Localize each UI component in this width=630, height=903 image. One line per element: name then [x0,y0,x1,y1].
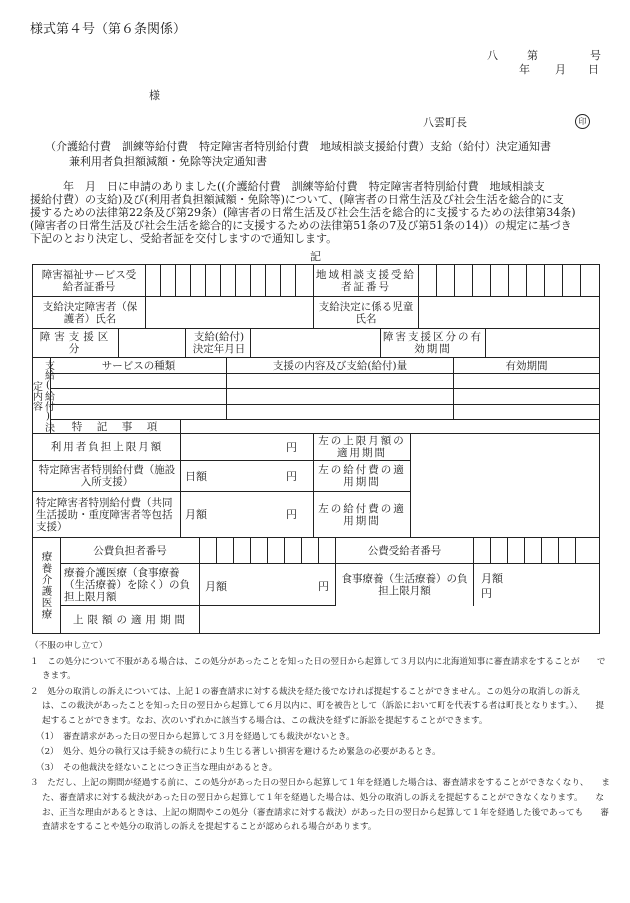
cell-meal-limit-label: 食事療養（生活療養）の負担上限月額 [341,572,468,597]
side-content-cell [30,358,54,433]
note-item-2-3: （3） その他裁決を経ないことにつき正当な理由があるとき。 [36,762,278,773]
cell-medical-limit-label: 療養介護医療（食事療養（生活療養）を除く）の負担上限月額 [64,566,190,603]
date-day: 日 [588,63,599,76]
cell-benefit-period-label-2: 左の給付費の適用期間 [318,502,406,527]
note-item-2-2: （2） 処分、処分の執行又は手続きの続行により生じる著しい損害を避けるため緊急の必要があるとき。 [36,747,441,758]
cell-public-recipient-no-label: 公費受給者番号 [367,544,442,557]
special-notes-label: 特 記 事 項 [71,420,160,433]
objection-notes [30,639,610,835]
cell-monthly-limit-label: 利用者負担上限月額 [50,441,164,453]
date-month: 月 [555,63,566,76]
notes-heading: （不服の申し立て） [30,641,108,651]
body-line-3: 援するための法律第22条及び第29条）(障害者の日常生活及び社会生活を総合的に支援するための法律第34条) [30,206,576,219]
meal-yen: 円 [481,587,492,600]
cell-special-benefit-facility-label: 特定障害者特別給付費（施設入所支援） [38,464,176,488]
cell-benefit-period-label-1: 左の給付費の適用期間 [318,464,406,488]
medical-yen: 円 [318,580,329,593]
form-id: 様式第４号（第６条関係） [30,22,187,37]
limit-yen: 円 [286,441,297,454]
body-line-5: 下記のとおり決定し、受給者証を交付しますので通知します。 [30,232,338,245]
doc-no-go: 号 [590,49,601,62]
note-item-2: ２ 処分の取消しの訴えについては、上記１の審査請求に対する裁決を経た後でなければ提起することができません。この処分の取消しの訴え は、この裁決があったことを知った日の翌日から起算して６月以内に、町を被告として（訴訟において町を代表する者は町長となります。）、 提起することができます。なお、次のいずれかに該当する場合は、この裁決を経ずに訴訟を提起することができます。 [30,686,605,726]
body-line-2: 援給付費）の支給)及び(利用者負担額減額・免除等)について、(障害者の日常生活及び社会生活を総合的に支 [30,193,564,206]
doc-no-prefix: 八 [487,49,498,62]
date-year: 年 [519,63,530,76]
cell-service-cert-no-label: 障害福祉サービス受給者証番号 [41,269,137,293]
note-item-1: １ この処分について不服がある場合は、この処分があったことを知った日の翌日から起算して３月以内に北海道知事に審査請求をすることが できます。 [30,656,606,682]
tok2-monthly: 月額 [185,508,207,521]
cell-child-name-label: 支給決定に係る児童氏名 [318,300,414,325]
note-item-2-1: （1） 審査請求があった日の翌日から起算して３月を経過しても裁決がないとき。 [36,731,355,742]
seal-mark: 印 [575,114,590,129]
doc-title-line2: 兼利用者負担額減額・免除等決定通知書 [69,155,267,168]
cell-public-payer-no-label: 公費負担者番号 [93,544,167,557]
header-support-content: 支援の内容及び支給(給付)量 [272,359,408,372]
body-line-4: (障害者の日常生活及び社会生活を総合的に支援するための法律第51条の7及び第51条の14)）の規定に基づき [30,219,572,232]
tok1-yen: 円 [286,470,297,483]
header-valid-period: 有効期間 [505,359,548,372]
ki-heading: 記 [310,250,321,263]
doc-no-dai: 第 [527,49,538,62]
tok1-daily: 日額 [185,470,207,483]
cell-limit-period-label: 左の上限月額の適用期間 [318,435,406,459]
meal-monthly: 月額 [481,572,503,585]
side-decision-content-label: 支給(給付)決定内容 [30,359,54,432]
medical-side-cell [33,538,60,633]
cell-special-benefit-group-label: 特定障害者特別給付費（共同生活援助・重度障害者等包括支援） [36,496,173,533]
doc-title-line1: （介護給付費 訓練等給付費 特定障害者特別給付費 地域相談支援給付費）支給（給付）決定通知書 [45,140,551,153]
cell-class-valid-period-label: 障害支援区分の有効期間 [383,331,483,355]
medical-monthly: 月額 [205,580,227,593]
header-service-type: サービスの種類 [101,359,176,372]
tok2-yen: 円 [286,508,297,521]
body-line-1: 年 月 日に申請のありました((介護給付費 訓練等給付費 特定障害者特別給付費 地域相談支 [30,180,545,193]
cell-medical-limit-period-label: 上限額の適用期間 [73,613,189,626]
cell-community-cert-no-label: 地域相談支援受給者証番号 [316,269,416,293]
addressee-suffix: 様 [149,89,160,102]
issuer-title: 八雲町長 [423,116,467,129]
cell-decision-date-label: 支給(給付)決定年月日 [192,331,246,355]
side-medical-care-label: 療養介護医療 [40,551,53,620]
cell-recipient-name-label: 支給決定障害者（保護者）氏名 [42,300,138,325]
cell-support-class-label: 障害支援区分 [39,331,113,355]
note-item-3: ３ ただし、上記の期間が経過する前に、この処分があった日の翌日から起算して１年を経過した場合は、審査請求をすることができなくなり、 また、審査請求に対する裁決があった日の翌日から起算して１年を経過した場合は、処分の取消しの訴えを提起することができなくなります。 なお、正当な理由があるときは、上記の期間やこの処分（審査請求に対する裁決）があった日の翌日から起算して１年を経過した後であっても 審査請求をすることや処分の取消しの訴えを提起することが認められる場合があります。 [30,778,610,833]
